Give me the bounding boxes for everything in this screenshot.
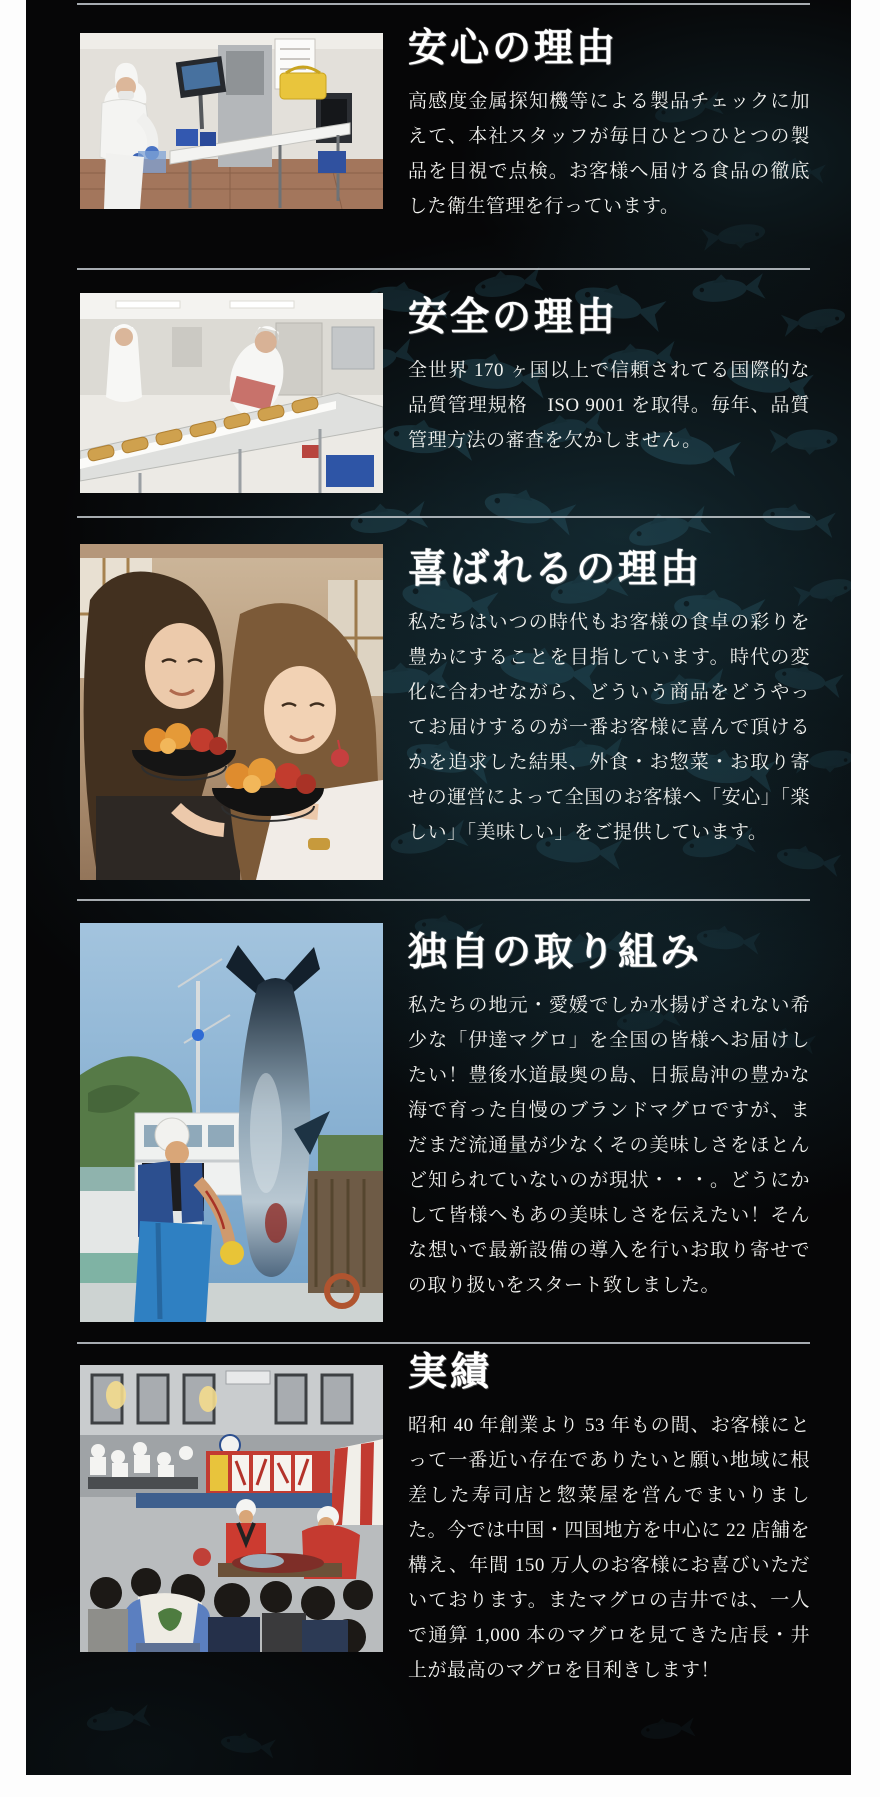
section-heading: 独自の取り組み	[408, 929, 703, 975]
section-anshin	[408, 26, 810, 224]
main-panel	[26, 0, 851, 1775]
section-anzen	[408, 295, 810, 458]
top-divider	[77, 3, 810, 5]
section-body: 私たちの地元・愛媛でしか水揚げされない希少な「伊達マグロ」を全国の皆様へお届けしたい！豊後水道最奥の島、日振島沖の豊かな海で育った自慢のブランドマグロですが、まだまだ流通量が少なくその美味しさをほとんど知られていないのが現状・・・。どうにかして皆様へもあの美味しさを伝えたい！そんな想いで最新設備の導入を行いお取り寄せでの取り扱いをスタート致しました。	[408, 994, 810, 1296]
section-jisseki	[408, 1350, 810, 1688]
section-heading: 安全の理由	[408, 294, 619, 340]
section-dokuji	[408, 930, 810, 1303]
section-body: 全世界 170 ヶ国以上で信頼されてる国際的な品質管理規格 ISO 9001 を取得。毎年、品質管理方法の審査を欠かしません。	[408, 359, 810, 451]
tuna-cutting-event-photo	[80, 1365, 383, 1652]
section-heading: 実績	[408, 1349, 493, 1395]
section-divider	[77, 1342, 810, 1344]
processing-line-photo	[80, 293, 383, 493]
section-body: 私たちはいつの時代もお客様の食卓の彩りを豊かにすることを目指しています。時代の変化に合わせながら、どういう商品をどうやってお届けするのが一番お客様に喜んで頂けるかを追求した結果、外食・お惣菜・お取り寄せの運営によって全国のお客様へ「安心」「楽しい」「美味しい」をご提供しています。	[408, 611, 810, 843]
customers-with-seafood-bowls-photo	[80, 544, 383, 880]
section-divider	[77, 268, 810, 270]
section-body: 高感度金属探知機等による製品チェックに加えて、本社スタッフが毎日ひとつひとつの製品を目視で点検。お客様へ届ける食品の徹底した衛生管理を行っています。	[408, 90, 810, 217]
section-yorokobareru	[408, 547, 810, 850]
section-divider	[77, 516, 810, 518]
section-divider	[77, 899, 810, 901]
section-heading: 安心の理由	[408, 25, 619, 71]
section-heading: 喜ばれるの理由	[408, 546, 703, 592]
factory-inspection-photo	[80, 33, 383, 209]
tuna-landing-photo	[80, 923, 383, 1322]
section-body: 昭和 40 年創業より 53 年もの間、お客様にとって一番近い存在でありたいと願い地域に根差した寿司店と惣菜屋を営んでまいりました。今では中国・四国地方を中心に 22 店舗を構え、年間 150 万人のお客様にお喜びいただいております。またマグロの吉井では、一人で通算 1,000 本のマグロを見てきた店長・井上が最高のマグロを目利きします！	[408, 1414, 810, 1681]
